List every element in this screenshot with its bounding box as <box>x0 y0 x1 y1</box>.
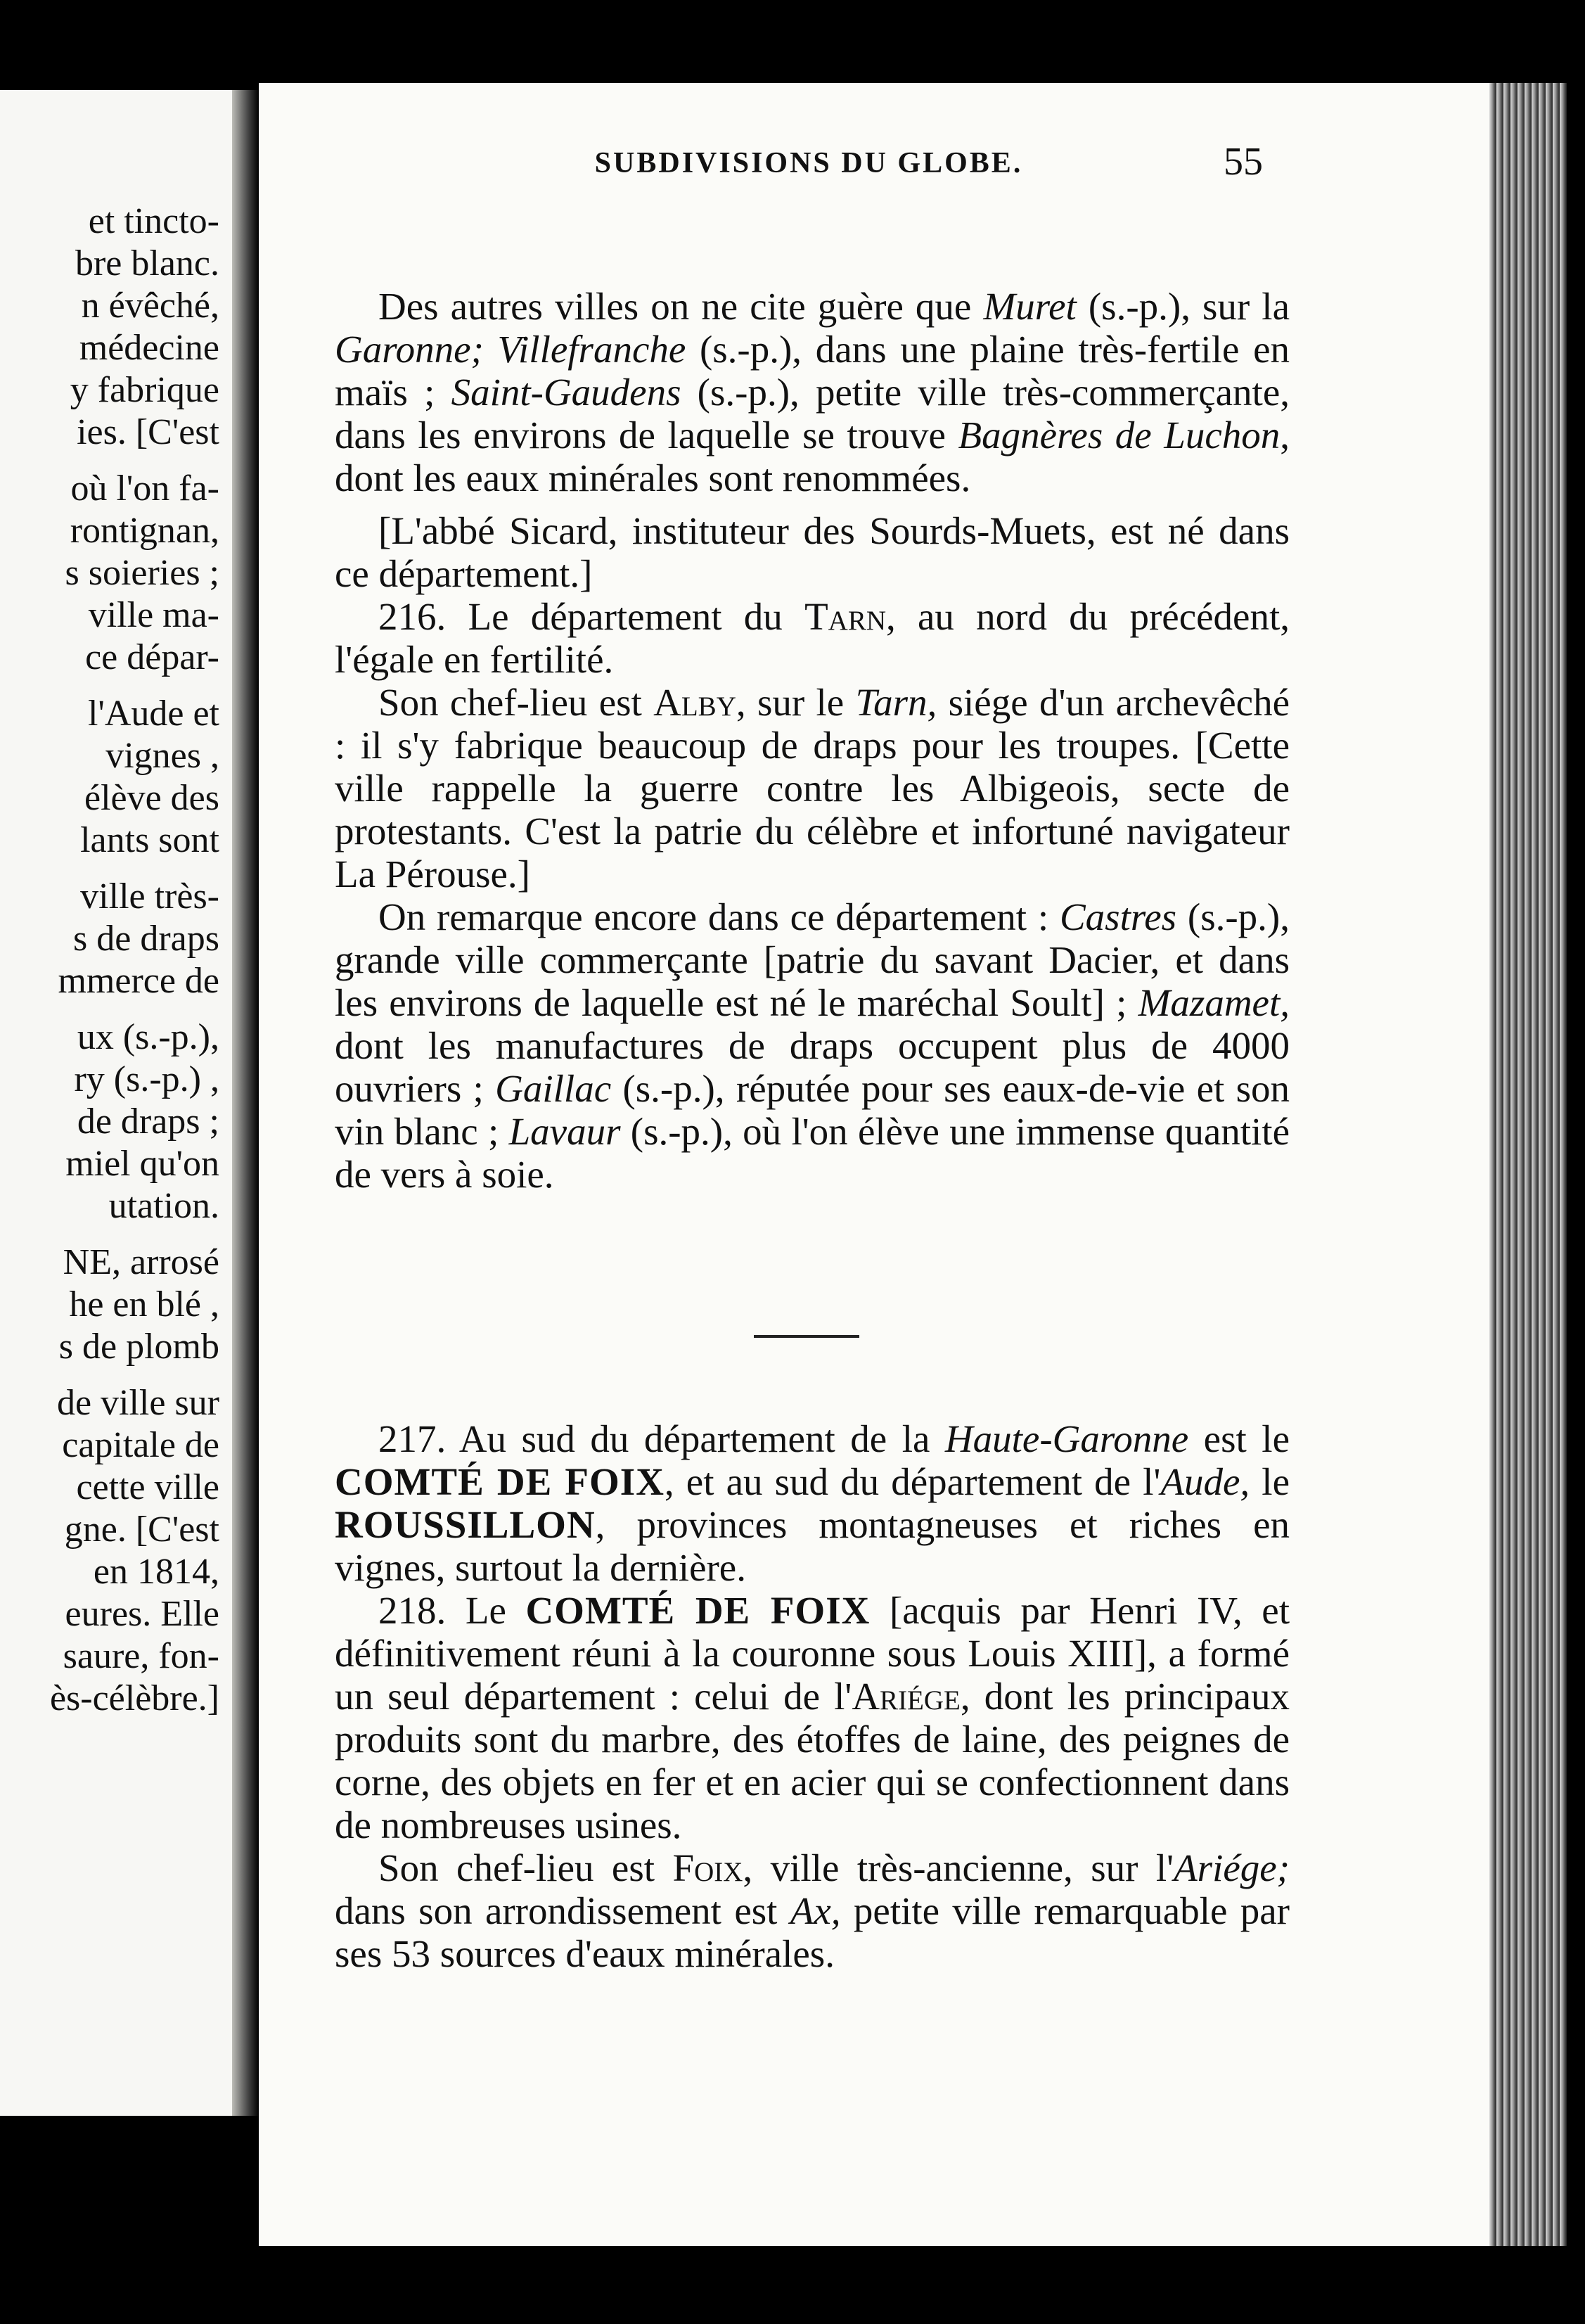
left-page-line: he en blé , <box>69 1284 219 1324</box>
left-page-line: bre blanc. <box>75 243 219 283</box>
paragraph-muret: Des autres villes on ne cite guère que Muret (s.-p.), sur la Garonne; Villefranche (s.-p.), dans une plaine très-fertile en maïs ; Saint-Gaudens (s.-p.), petite ville très-commerçante, dans les environs de laquelle se trouve Bagnères de Luchon, dont les eaux minérales sont renommées. <box>335 285 1290 499</box>
left-page-line: médecine <box>79 328 219 368</box>
left-page-line: ry (s.-p.) , <box>74 1059 219 1099</box>
left-page-line: utation. <box>108 1186 219 1226</box>
left-page-line: gne. [C'est <box>64 1509 219 1550</box>
left-page-line: s de draps <box>73 919 219 959</box>
left-page-line: saure, fon- <box>63 1636 219 1676</box>
body-text-lower <box>335 1417 1290 1975</box>
paragraph-216: 216. Le département du Tarn, au nord du précédent, l'égale en fertilité. <box>335 595 1290 681</box>
left-page-line: rontignan, <box>70 511 219 551</box>
left-page-line: l'Aude et <box>88 694 219 734</box>
left-page-line: de draps ; <box>77 1102 219 1142</box>
left-page-line: en 1814, <box>93 1552 219 1592</box>
left-page-line: ville ma- <box>88 595 219 635</box>
paragraph-alby: Son chef-lieu est Alby, sur le Tarn, siége d'un archevêché : il s'y fabrique beaucoup de draps pour les troupes. [Cette ville rappelle la guerre contre les Albigeois, secte de protestants. C'est la patrie du célèbre et infortuné navigateur La Pérouse.] <box>335 681 1290 895</box>
left-page-line: eures. Elle <box>65 1594 219 1634</box>
left-facing-page <box>0 90 232 2116</box>
book-gutter <box>232 90 259 2116</box>
left-page-line: élève des <box>84 778 219 818</box>
left-page-line: n évêché, <box>81 286 219 326</box>
left-page-line: lants sont <box>80 820 219 860</box>
left-page-line: où l'on fa- <box>70 468 219 509</box>
paragraph-217: 217. Au sud du département de la Haute-Garonne est le COMTÉ DE FOIX, et au sud du département de l'Aude, le ROUSSILLON, provinces montagneuses et riches en vignes, surtout la dernière. <box>335 1417 1290 1589</box>
left-page-line: miel qu'on <box>65 1144 219 1184</box>
left-page-line: y fabrique <box>70 370 219 410</box>
left-page-line: ux (s.-p.), <box>77 1017 219 1057</box>
left-page-line: ce dépar- <box>85 637 219 677</box>
left-page-line: capitale de <box>62 1425 219 1465</box>
paragraph-foix: Son chef-lieu est Foix, ville très-ancienne, sur l'Ariége; dans son arrondissement est Ax, petite ville remarquable par ses 53 sources d'eaux minérales. <box>335 1846 1290 1975</box>
left-page-line: ville très- <box>80 876 219 917</box>
left-page-line: vignes , <box>105 736 219 776</box>
left-page-line: mmerce de <box>58 961 219 1001</box>
section-divider <box>754 1335 859 1338</box>
page-edges <box>1489 83 1567 2246</box>
paragraph-218: 218. Le COMTÉ DE FOIX [acquis par Henri IV, et définitivement réuni à la couronne sous Louis XIII], a formé un seul département : celui de l'Ariége, dont les principaux produits sont du marbre, des étoffes de laine, des peignes de corne, des objets en fer et en acier qui se confectionnent dans de nombreuses usines. <box>335 1589 1290 1846</box>
body-text-upper <box>335 285 1290 1196</box>
paragraph-sicard: [L'abbé Sicard, instituteur des Sourds-Muets, est né dans ce département.] <box>335 509 1290 595</box>
left-page-line: cette ville <box>76 1467 219 1507</box>
left-page-line: s soieries ; <box>65 553 219 593</box>
left-page-line: et tincto- <box>88 201 219 241</box>
left-page-line: NE, arrosé <box>63 1242 219 1282</box>
left-page-line: s de plomb <box>58 1327 219 1367</box>
left-page-line: ies. [C'est <box>77 412 219 452</box>
page-number: 55 <box>1224 140 1263 184</box>
left-page-line: ès-célèbre.] <box>49 1678 219 1718</box>
running-head: SUBDIVISIONS DU GLOBE. <box>594 147 1023 179</box>
left-page-line: de ville sur <box>56 1383 219 1423</box>
paragraph-castres: On remarque encore dans ce département : Castres (s.-p.), grande ville commerçante [patrie du savant Dacier, et dans les environs de laquelle est né le maréchal Soult] ; Mazamet, dont les manufactures de draps occupent plus de 4000 ouvriers ; Gaillac (s.-p.), réputée pour ses eaux-de-vie et son vin blanc ; Lavaur (s.-p.), où l'on élève une immense quantité de vers à soie. <box>335 895 1290 1196</box>
